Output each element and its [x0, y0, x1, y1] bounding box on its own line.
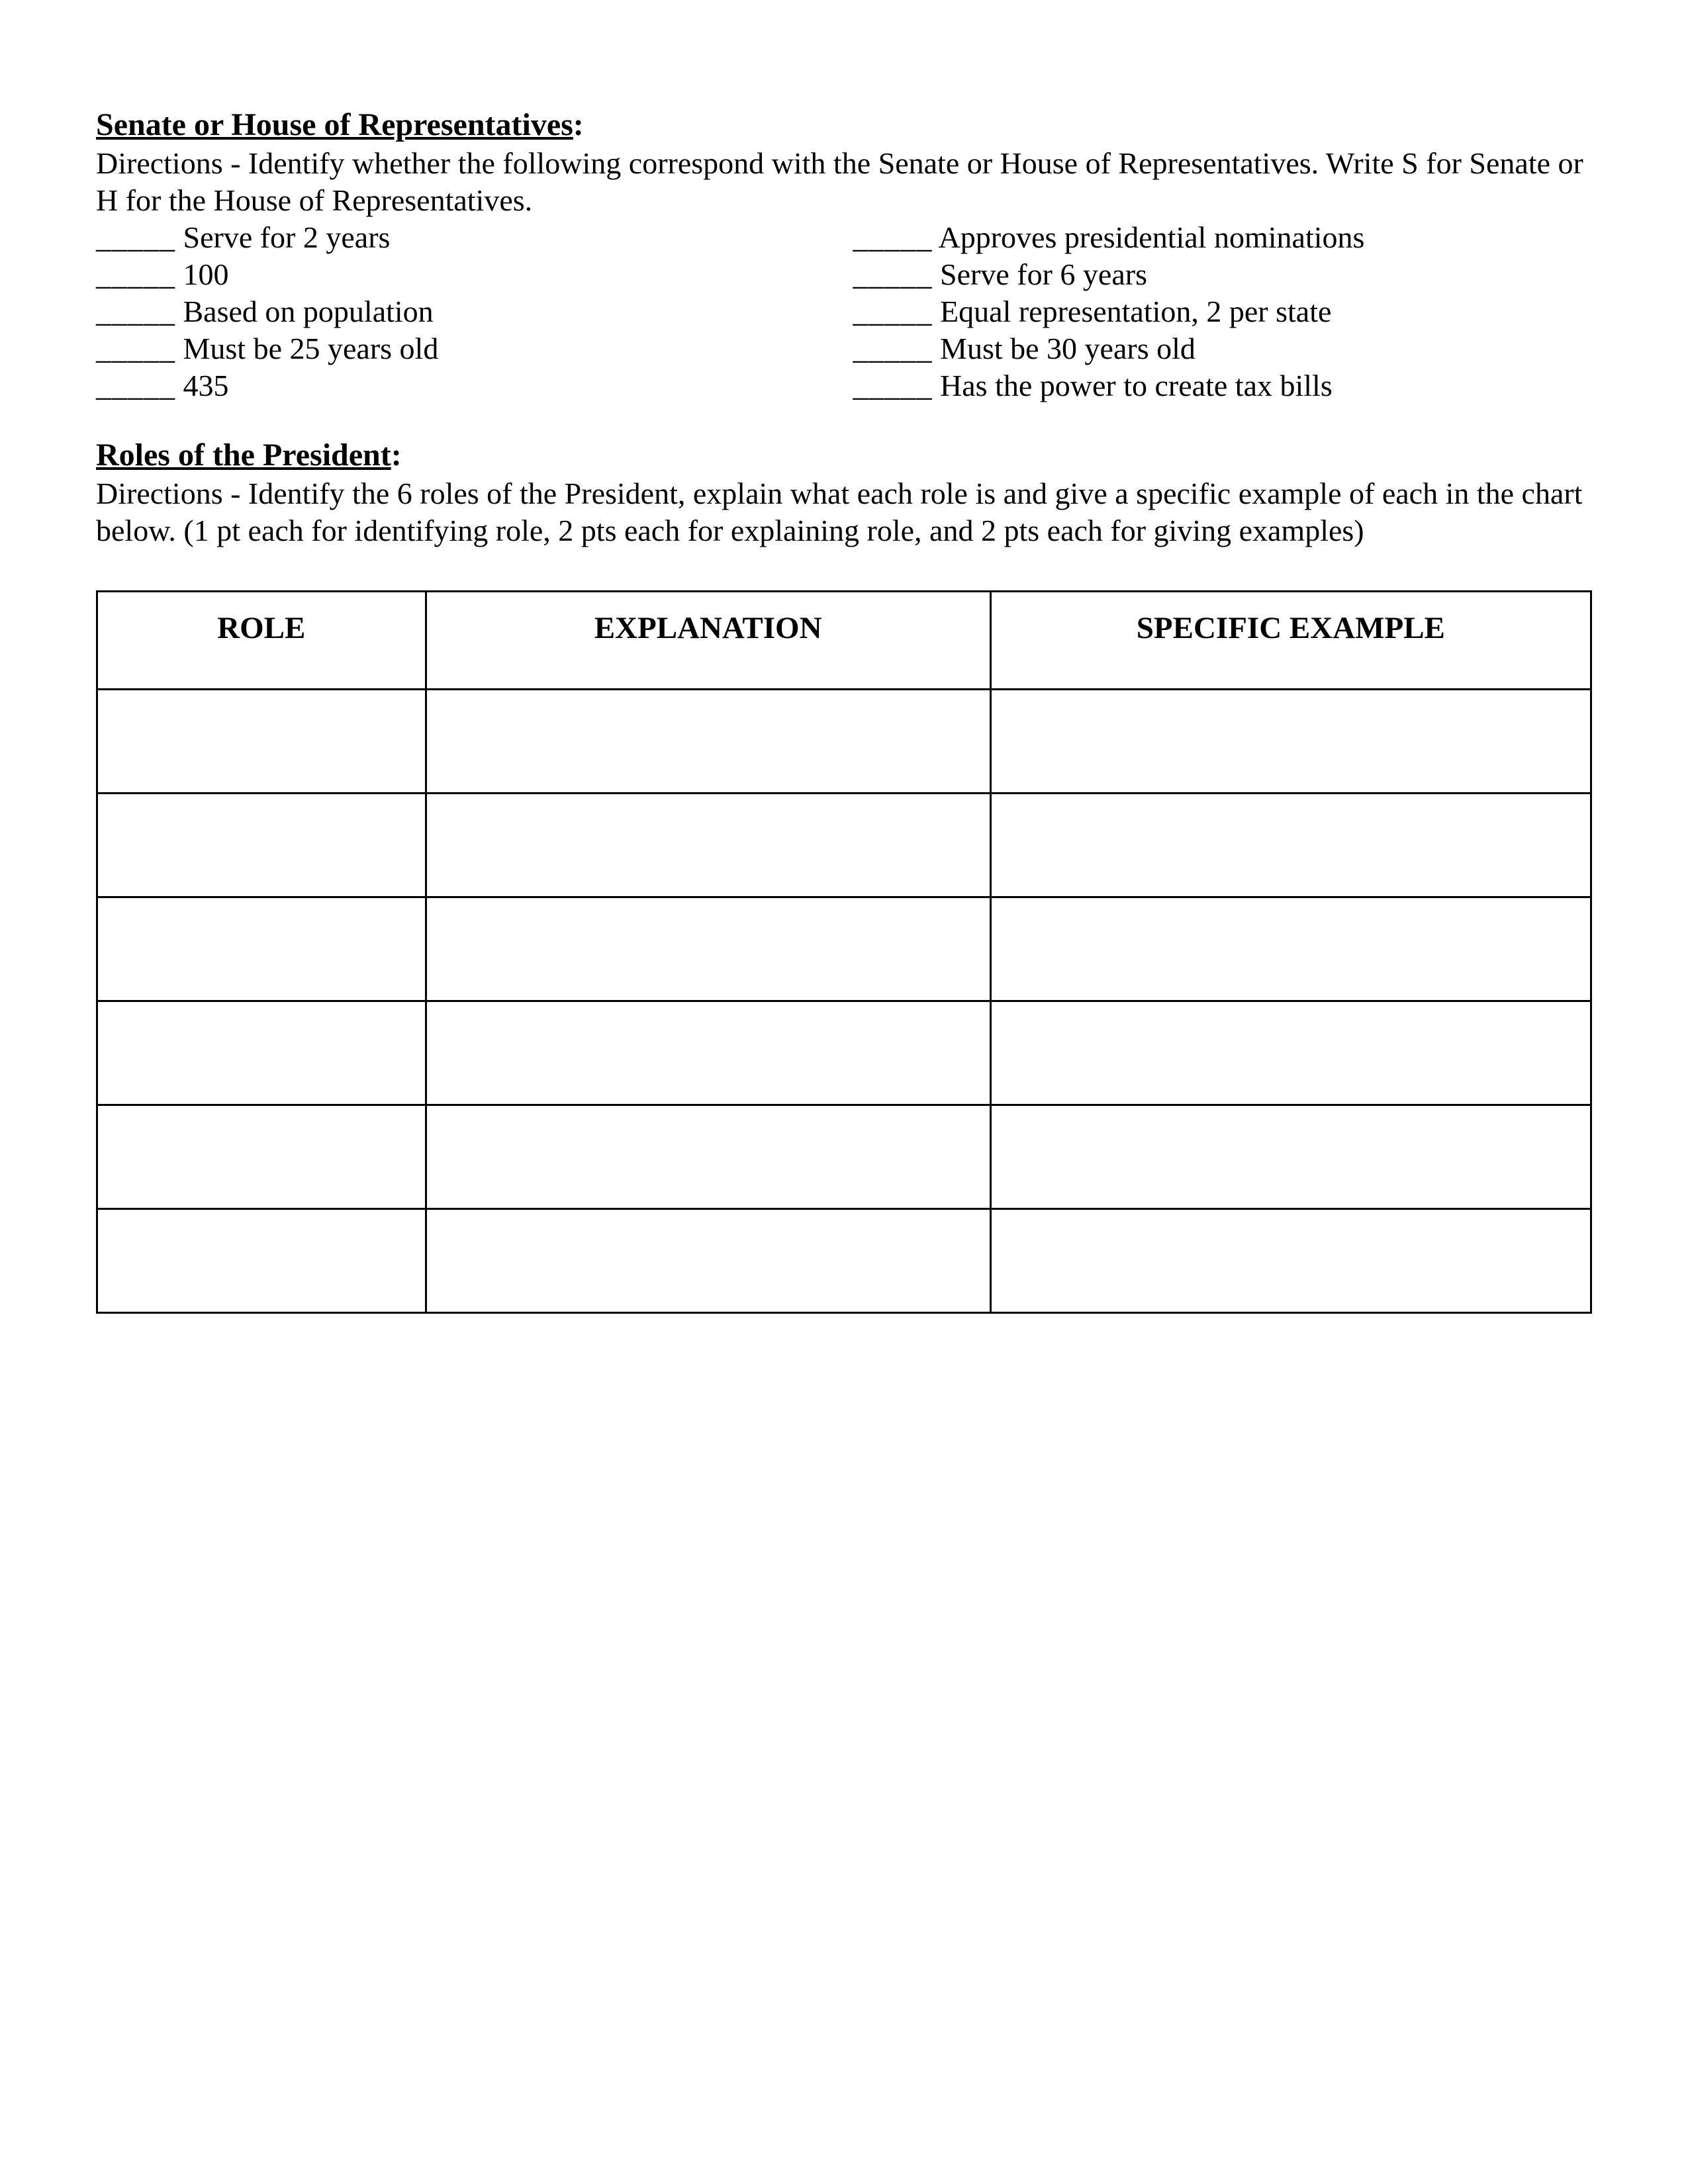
role-column-header: ROLE — [97, 592, 426, 690]
empty-role-cell — [97, 1105, 426, 1209]
senate-directions: Directions - Identify whether the following correspond with the Senate or House of Representatives. Write S for Senate or H for the House of Representatives. — [96, 146, 1583, 217]
table-row — [97, 1209, 1591, 1313]
empty-role-cell — [97, 897, 426, 1001]
fill-in-item — [96, 256, 853, 293]
fill-in-label: Based on population — [183, 294, 434, 328]
senate-items-left-column — [96, 219, 853, 405]
answer-blank: _____ — [96, 220, 175, 254]
fill-in-item — [96, 330, 853, 367]
fill-in-label: Must be 30 years old — [940, 332, 1196, 366]
empty-role-cell — [97, 690, 426, 794]
fill-in-label: Has the power to create tax bills — [940, 369, 1333, 403]
empty-explanation-cell — [426, 1105, 990, 1209]
senate-section — [96, 106, 1592, 404]
answer-blank: _____ — [853, 369, 933, 403]
empty-explanation-cell — [426, 794, 990, 897]
empty-role-cell — [97, 1001, 426, 1105]
fill-in-item — [853, 330, 1592, 367]
empty-example-cell — [990, 1105, 1591, 1209]
fill-in-item — [853, 256, 1592, 293]
empty-role-cell — [97, 1209, 426, 1313]
roles-section-title: Roles of the President — [96, 437, 391, 473]
empty-example-cell — [990, 1209, 1591, 1313]
table-row — [97, 897, 1591, 1001]
empty-role-cell — [97, 794, 426, 897]
table-row — [97, 1105, 1591, 1209]
empty-explanation-cell — [426, 690, 990, 794]
fill-in-item — [853, 367, 1592, 404]
explanation-column-header: EXPLANATION — [426, 592, 990, 690]
empty-example-cell — [990, 1001, 1591, 1105]
table-row — [97, 794, 1591, 897]
fill-in-label: Serve for 6 years — [940, 257, 1147, 291]
empty-example-cell — [990, 794, 1591, 897]
fill-in-item — [96, 219, 853, 256]
fill-in-label: Serve for 2 years — [183, 220, 391, 254]
senate-items-columns — [96, 219, 1592, 405]
answer-blank: _____ — [96, 294, 175, 328]
fill-in-label: Must be 25 years old — [183, 332, 439, 366]
senate-items-right-column — [853, 219, 1592, 405]
answer-blank: _____ — [96, 369, 175, 403]
answer-blank: _____ — [853, 220, 933, 254]
senate-section-title: Senate or House of Representatives — [96, 107, 573, 142]
answer-blank: _____ — [853, 332, 933, 366]
empty-example-cell — [990, 690, 1591, 794]
fill-in-item — [853, 293, 1592, 330]
roles-directions: Directions - Identify the 6 roles of the President, explain what each role is and give a specific example of each in the chart below. (1 pt each for identifying role, 2 pts each for explaining role, and 2 pts each for giving examples) — [96, 476, 1583, 547]
empty-explanation-cell — [426, 897, 990, 1001]
fill-in-label: 100 — [183, 257, 229, 291]
roles-section — [96, 436, 1592, 1314]
table-row — [97, 1001, 1591, 1105]
empty-explanation-cell — [426, 1209, 990, 1313]
fill-in-label: 435 — [183, 369, 229, 403]
fill-in-label: Approves presidential nominations — [938, 220, 1365, 254]
answer-blank: _____ — [853, 257, 933, 291]
fill-in-item — [853, 219, 1592, 256]
senate-section-heading — [96, 106, 1592, 145]
fill-in-item — [96, 293, 853, 330]
roles-section-title-colon: : — [391, 437, 402, 473]
specific-example-column-header: SPECIFIC EXAMPLE — [990, 592, 1591, 690]
table-header-row — [97, 592, 1591, 690]
fill-in-item — [96, 367, 853, 404]
empty-explanation-cell — [426, 1001, 990, 1105]
empty-example-cell — [990, 897, 1591, 1001]
senate-section-title-colon: : — [573, 107, 584, 142]
roles-table — [96, 590, 1592, 1314]
table-row — [97, 690, 1591, 794]
fill-in-label: Equal representation, 2 per state — [940, 294, 1332, 328]
roles-section-heading — [96, 436, 1592, 475]
answer-blank: _____ — [96, 257, 175, 291]
answer-blank: _____ — [96, 332, 175, 366]
answer-blank: _____ — [853, 294, 933, 328]
